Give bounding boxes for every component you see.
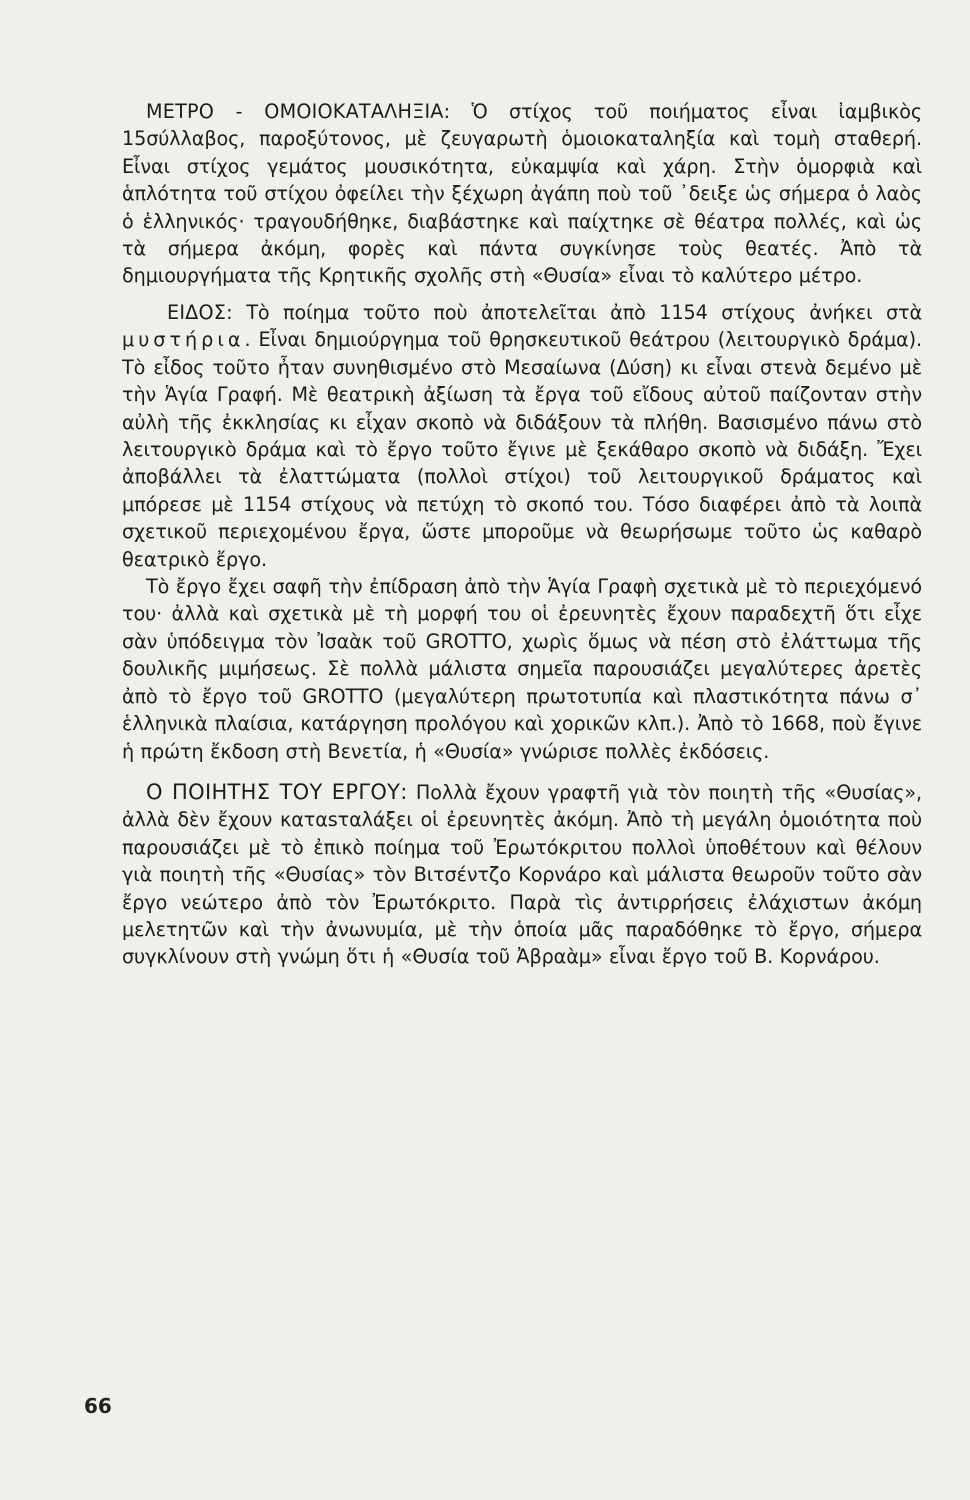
poet-heading: Ο ΠΟΙΗΤΗΣ ΤΟΥ ΕΡΓΟΥ: [146,780,408,804]
poet-text: Πολλὰ ἔχουν γραφτῆ γιὰ τὸν ποιητὴ τῆς «Θυσίας», ἀλλὰ δὲν ἔχουν καταsταλάξει οἱ ἐρευνητὲς ἀκόμη. Ἀπὸ τὴ μεγάλη ὁμοιότητα ποὺ παρουσιάζει μὲ τὸ ἐπικὸ ποίημα τοῦ Ἐρωτόκριτου πολλοὶ ὑποθέτουν καὶ θέλουν γιὰ ποιητὴ τῆς «Θυσίας» τὸν Βιτσέντζο Κορνάρο καὶ μάλιστα θεωροῦν τοῦτο σὰν ἔργο νεώτερο ἀπὸ τὸν Ἐρωτόκριτο. Παρὰ τὶς ἀντιρρήσεις ἐλάχιστων ἀκόμη μελετητῶν καὶ τὴν ἀνωνυμία, μὲ τὴν ὁποία μᾶς παραδόθηκε τὸ ἔργο, σήμερα συγκλίνουν στὴ γνώμη ὅτι ἡ «Θυσία τοῦ Ἀβραὰμ» εἶναι ἔργο τοῦ Β. Κορνάρου. [122,781,923,969]
section-meter [122,98,922,290]
section-poet [122,779,922,971]
page-number: 66 [84,1394,112,1418]
meter-text: Ὁ στίχος τοῦ ποιήματος εἶναι ἰαμβικὸς 15σύλλαβος, παροξύτονος, μὲ ζευγαρωτὴ ὁμοιοκαταληξία καὶ τομὴ σταθερή. Εἶναι στίχος γεμάτος μουσικότητα, εὐκαμψία καὶ χάρη. Στὴν ὁμορφιὰ καὶ ἁπλότητα τοῦ στίχου ὀφείλει τὴν ξέχωρη ἀγάπη ποὺ τοῦ ᾽δειξε ὡς σήμερα ὁ λαὸς ὁ ἑλληνικός· τραγουδήθηκε, διαβάστηκε καὶ παίχτηκε σὲ θέατρα πολλές, καὶ ὡς τὰ σήμερα ἀκόμη, φορὲς καὶ πάντα συγκίνησε τοὺς θεατές. Ἀπὸ τὰ δημιουργήματα τῆς Κρητικῆς σχολῆς στὴ «Θυσία» εἶναι τὸ καλύτερο μέτρο. [122,100,923,288]
meter-heading: ΜΕΤΡΟ - ΟΜΟΙΟΚΑΤΑΛΗΞΙΑ: [146,100,451,123]
genre-text-2: . Εἶναι δημιούργημα τοῦ θρησκευτικοῦ θεάτρου (λειτουργικὸ δράμα). Τὸ εἶδος τοῦτο ἦταν συνηθισμένο στὸ Μεσαίωνα (Δύση) κι εἶναι στενὰ δεμένο μὲ τὴν Ἁγία Γραφή. Μὲ θεατρικὴ ἀξίωση τὰ ἔργα τοῦ εἴδους αὐτοῦ παίζονταν στὴν αὐλὴ τῆς ἐκκλησίας κι εἶχαν σκοπὸ νὰ διδάξουν τὰ πλήθη. Βασισμένο πάνω στὸ λειτουργικὸ δράμα καὶ τὸ ἔργο τοῦτο ἔγινε μὲ ξεκάθαρο σκοπὸ νὰ διδάξη. Ἔχει ἀποβάλλει τὰ ἐλαττώματα (πολλοὶ στίχοι) τοῦ λειτουργικοῦ δράματος καὶ μπόρεσε μὲ 1154 στίχους νὰ πετύχη τὸ σκοπό του. Τόσο διαφέρει ἀπὸ τὰ λοιπὰ σχετικοῦ περιεχομένου ἔργα, ὥστε μποροῦμε νὰ θεωρήσωμε τοῦτο ὡς καθαρὸ θεατρικὸ ἔργο. [122,328,922,571]
genre-paragraph-2: Τὸ ἔργο ἔχει σαφῆ τὴν ἐπίδραση ἀπὸ τὴν Ἁγία Γραφὴ σχετικὰ μὲ τὸ περιεχόμενό του· ἀλλὰ καὶ σχετικὰ μὲ τὴ μορφή του οἱ ἐρευνητὲς ἔχουν παραδεχτῆ ὅτι εἶχε σὰν ὑπόδειγμα τὸν Ἰσαὰκ τοῦ GROTTO, χωρὶς ὅμως νὰ πέση στὸ ἐλάττωμα τῆς δουλικῆς μιμήσεως. Σὲ πολλὰ μάλιστα σημεῖα παρουσιάζει μεγαλύτερες ἀρετὲς ἀπὸ τὸ ἔργο τοῦ GROTTO (μεγαλύτερη πρωτοτυπία καὶ πλαστικότητα πάνω σ᾽ ἑλληνικὰ πλαίσια, κατάργηση προλόγου καὶ χορικῶν κλπ.). Ἀπὸ τὸ 1668, ποὺ ἔγινε ἡ πρώτη ἔκδοση στὴ Βενετία, ἡ «Θυσία» γνώρισε πολλὲς ἐκδόσεις. [122,575,922,763]
genre-spaced-word: μυστήρια [122,328,245,352]
genre-heading: ΕΙΔΟΣ: [167,301,233,324]
poet-paragraph [122,779,922,971]
genre-text-1: Τὸ ποίημα τοῦτο ποὺ ἀποτελεῖται ἀπὸ 1154 στίχους ἀνήκει στὰ [246,301,923,324]
genre-paragraph-1 [122,299,922,573]
section-genre [122,299,922,765]
meter-paragraph [122,98,922,290]
